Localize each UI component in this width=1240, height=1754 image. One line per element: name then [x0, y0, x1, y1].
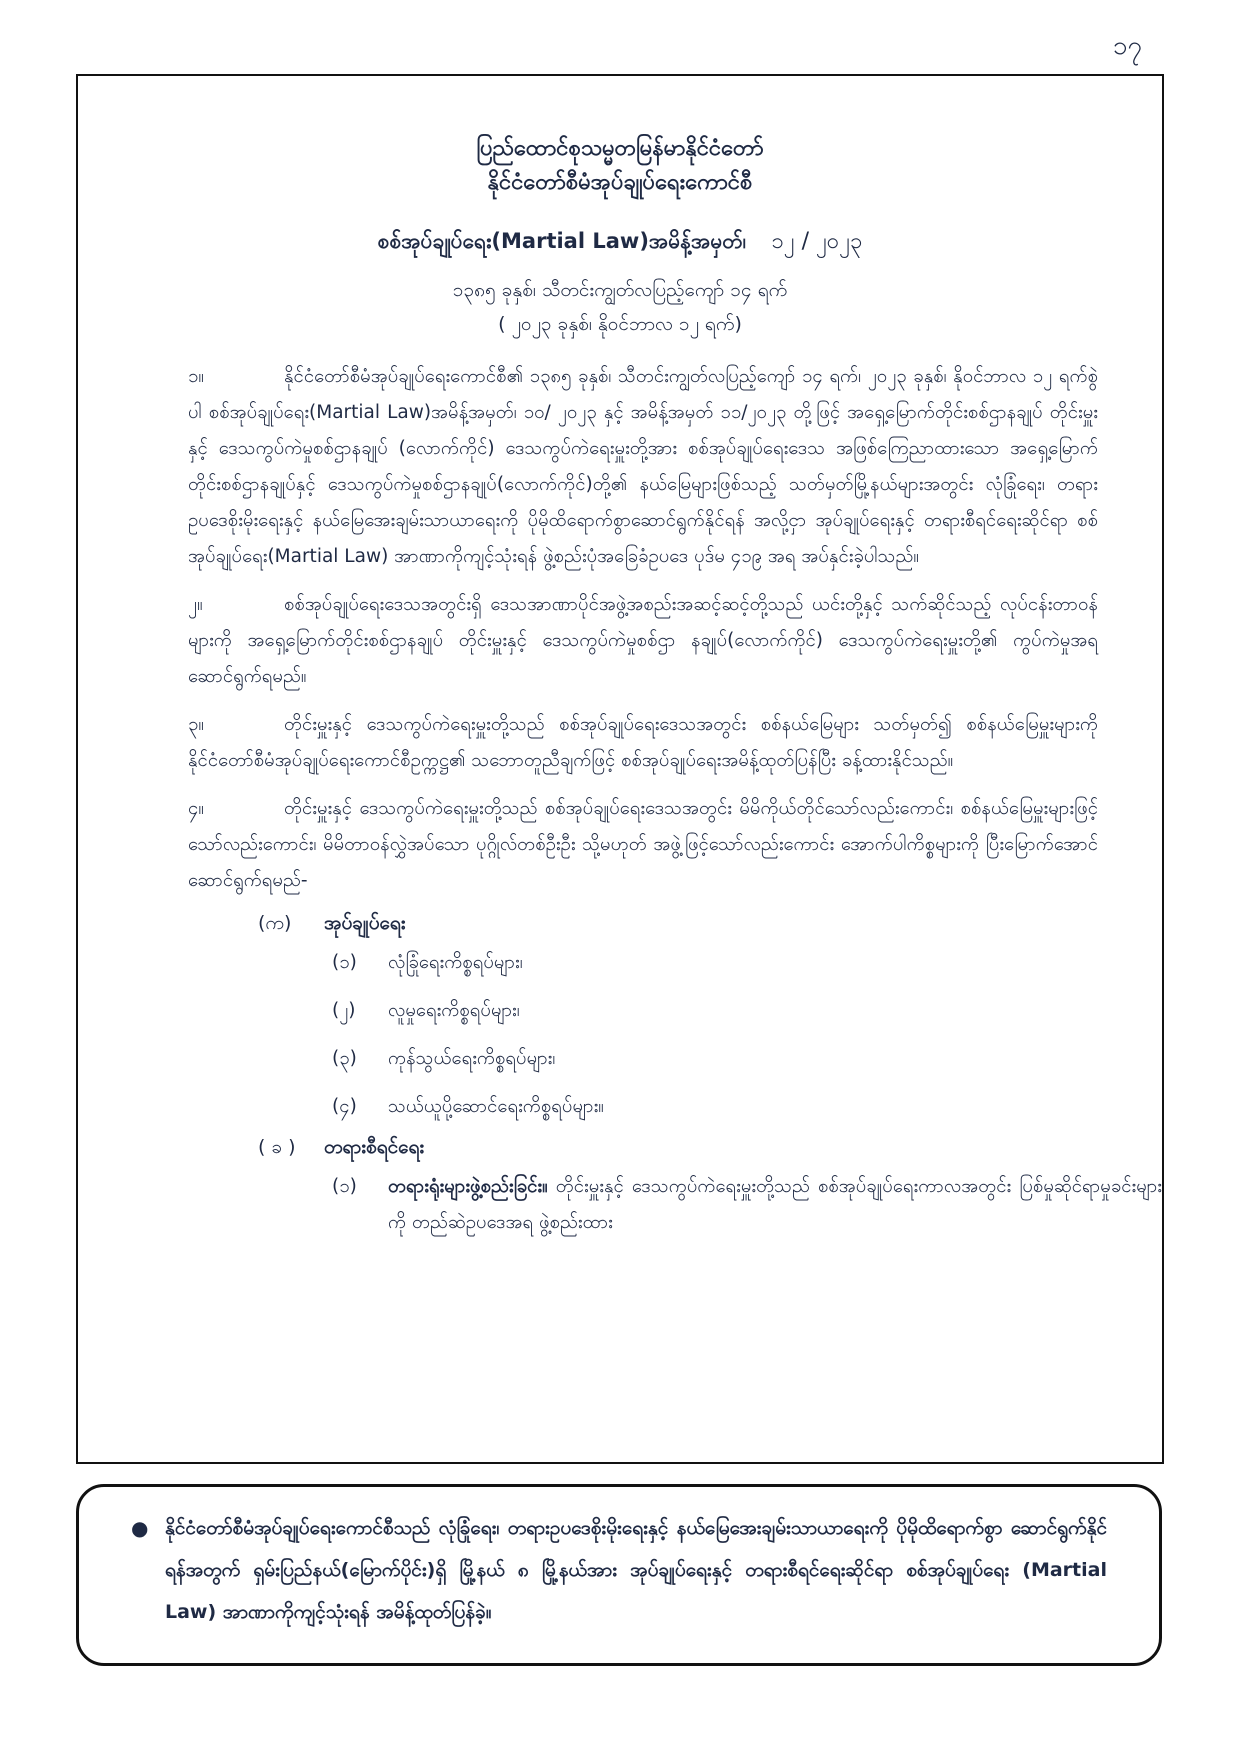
- list-item: [332, 991, 1162, 1031]
- order-title: [78, 226, 1162, 259]
- paragraph-text: စစ်အုပ်ချုပ်ရေးဒေသအတွင်းရှိ ဒေသအာဏာပိုင်အဖွဲ့အစည်းအဆင့်ဆင့်တို့သည် ယင်းတို့နှင့် သက်ဆိုင်သည့် လုပ်ငန်းတာဝန်များကို အရှေ့မြောက်တိုင်းစစ်ဌာနချုပ် တိုင်းမှူးနှင့် ဒေသကွပ်ကဲမှုစစ်ဌာ နချုပ်(လောက်ကိုင်) ဒေသကွပ်ကဲရေးမှူးတို့၏ ကွပ်ကဲမှုအရ ဆောင်ရွက်ရမည်။: [188, 594, 1098, 687]
- order-title-text: စစ်အုပ်ချုပ်ရေး(Martial Law)အမိန့်အမှတ်၊: [377, 229, 747, 253]
- summary-box: [76, 1484, 1162, 1666]
- list-item: [332, 1039, 1162, 1079]
- item-body: တိုင်းမှူးနှင့် ဒေသကွပ်ကဲရေးမှူးတို့သည် စစ်အုပ်ချုပ်ရေးကာလအတွင်း ပြစ်မှုဆိုင်ရာမှုခင်းများကို တည်ဆဲဥပဒေအရ ဖွဲ့စည်းထား: [388, 1176, 1162, 1233]
- document-header: [78, 132, 1162, 200]
- myanmar-date: ၁၃၈၅ ခုနှစ်၊ သီတင်းကျွတ်လပြည့်ကျော် ၁၄ ရက်: [452, 279, 788, 301]
- document-frame: [76, 74, 1164, 1464]
- header-line-1: ပြည်ထောင်စုသမ္မတမြန်မာနိုင်ငံတော်: [476, 136, 764, 161]
- paragraph-3: [188, 707, 1098, 779]
- section-ka-heading: [258, 911, 1162, 939]
- item-text: ကုန်သွယ်ရေးကိစ္စရပ်များ၊: [388, 1048, 556, 1069]
- bullet-icon: ●: [131, 1516, 149, 1540]
- paragraph-number: ၃။: [188, 714, 205, 735]
- page-number: ၁၇: [1112, 31, 1142, 61]
- item-bold-heading: တရားရုံးများဖွဲ့စည်းခြင်း။: [388, 1176, 548, 1197]
- item-label: (၁): [332, 952, 357, 973]
- paragraph-4: [188, 791, 1098, 899]
- list-item: [332, 1087, 1162, 1127]
- item-text: [388, 1169, 1162, 1241]
- item-text: သယ်ယူပို့ဆောင်ရေးကိစ္စရပ်များ။: [388, 1096, 604, 1117]
- paragraph-text: တိုင်းမှူးနှင့် ဒေသကွပ်ကဲရေးမှူးတို့သည် စစ်အုပ်ချုပ်ရေးဒေသအတွင်း စစ်နယ်မြေများ သတ်မှတ်၍ စစ်နယ်မြေမှူးများကို နိုင်ငံတော်စီမံအုပ်ချုပ်ရေးကောင်စီဥက္ကဋ္ဌ၏ သဘောတူညီချက်ဖြင့် စစ်အုပ်ချုပ်ရေးအမိန့်ထုတ်ပြန်ပြီး ခန့်ထားနိုင်သည်။: [188, 714, 1098, 771]
- paragraph-text: တိုင်းမှူးနှင့် ဒေသကွပ်ကဲရေးမှူးတို့သည် စစ်အုပ်ချုပ်ရေးဒေသအတွင်း မိမိကိုယ်တိုင်သော်လည်းကောင်း၊ စစ်နယ်မြေမှူးများဖြင့်သော်လည်းကောင်း၊ မိမိတာဝန်လွှဲအပ်သော ပုဂ္ဂိုလ်တစ်ဦးဦး သို့မဟုတ် အဖွဲ့ဖြင့်သော်လည်းကောင်း အောက်ပါကိစ္စများကို ပြီးမြောက်အောင် ဆောင်ရွက်ရမည်-: [188, 798, 1098, 891]
- list-item: [332, 1169, 1162, 1241]
- summary-text: နိုင်ငံတော်စီမံအုပ်ချုပ်ရေးကောင်စီသည် လုံခြုံရေး၊ တရားဥပဒေစိုးမိုးရေးနှင့် နယ်မြေအေးချမ်းသာယာရေးကို ပိုမိုထိရောက်စွာ ဆောင်ရွက်နိုင်ရန်အတွက် ရှမ်းပြည်နယ်(မြောက်ပိုင်း)ရှိ မြို့နယ် ၈ မြို့နယ်အား အုပ်ချုပ်ရေးနှင့် တရားစီရင်ရေးဆိုင်ရာ စစ်အုပ်ချုပ်ရေး (Martial Law) အာဏာကိုကျင့်သုံးရန် အမိန့်ထုတ်ပြန်ခဲ့။: [165, 1517, 1107, 1623]
- order-dates: [78, 273, 1162, 341]
- document-body: [78, 341, 1162, 899]
- item-label: (၃): [332, 1048, 357, 1069]
- paragraph-text: နိုင်ငံတော်စီမံအုပ်ချုပ်ရေးကောင်စီ၏ ၁၃၈၅ ခုနှစ်၊ သီတင်းကျွတ်လပြည့်ကျော် ၁၄ ရက်၊ ၂၀၂၃ ခုနှစ်၊ နိုဝင်ဘာလ ၁၂ ရက်စွဲပါ စစ်အုပ်ချုပ်ရေး(Martial Law)အမိန့်အမှတ်၊ ၁၀/ ၂၀၂၃ နှင့် အမိန့်အမှတ် ၁၁/၂၀၂၃ တို့ဖြင့် အရှေ့မြောက်တိုင်းစစ်ဌာနချုပ် တိုင်းမှူးနှင့် ဒေသကွပ်ကဲမှုစစ်ဌာနချုပ် (လောက်ကိုင်) ဒေသကွပ်ကဲရေးမှူးတို့အား စစ်အုပ်ချုပ်ရေးဒေသ အဖြစ်ကြေညာထားသော အရှေ့မြောက်တိုင်းစစ်ဌာနချုပ်နှင့် ဒေသကွပ်ကဲမှုစစ်ဌာနချုပ်(လောက်ကိုင်)တို့၏ နယ်မြေများဖြစ်သည့် သတ်မှတ်မြို့နယ်များအတွင်း လုံခြုံရေး၊ တရားဥပဒေစိုးမိုးရေးနှင့် နယ်မြေအေးချမ်းသာယာရေးကို ပိုမိုထိရောက်စွာဆောင်ရွက်နိုင်ရန် အလို့ငှာ အုပ်ချုပ်ရေးနှင့် တရားစီရင်ရေးဆိုင်ရာ စစ်အုပ်ချုပ်ရေး(Martial Law) အာဏာကိုကျင့်သုံးရန် ဖွဲ့စည်းပုံအခြေခံဥပဒေ ပုဒ်မ ၄၁၉ အရ အပ်နှင်းခဲ့ပါသည်။: [188, 366, 1098, 567]
- order-number: ၁၂ / ၂၀၂၃: [771, 229, 863, 254]
- item-label: (၄): [332, 1096, 357, 1117]
- section-label: (က): [258, 912, 292, 934]
- item-text: လုံခြုံရေးကိစ္စရပ်များ၊: [388, 952, 523, 973]
- item-label: (၂): [332, 1000, 356, 1021]
- section-title: တရားစီရင်ရေး: [324, 1136, 425, 1158]
- header-line-2: နိုင်ငံတော်စီမံအုပ်ချုပ်ရေးကောင်စီ: [487, 170, 753, 195]
- gregorian-date: ( ၂၀၂၃ ခုနှစ်၊ နိုဝင်ဘာလ ၁၂ ရက်): [498, 313, 742, 335]
- section-label: ( ခ ): [258, 1136, 296, 1158]
- list-item: [332, 943, 1162, 983]
- paragraph-number: ၄။: [188, 798, 205, 819]
- paragraph-number: ၂။: [188, 594, 203, 615]
- section-kha-heading: [258, 1135, 1162, 1163]
- paragraph-1: [188, 359, 1098, 575]
- paragraph-2: [188, 587, 1098, 695]
- item-label: (၁): [332, 1176, 357, 1197]
- item-text: လူမှုရေးကိစ္စရပ်များ၊: [388, 1000, 520, 1021]
- section-title: အုပ်ချုပ်ရေး: [324, 912, 406, 934]
- paragraph-number: ၁။: [188, 366, 205, 387]
